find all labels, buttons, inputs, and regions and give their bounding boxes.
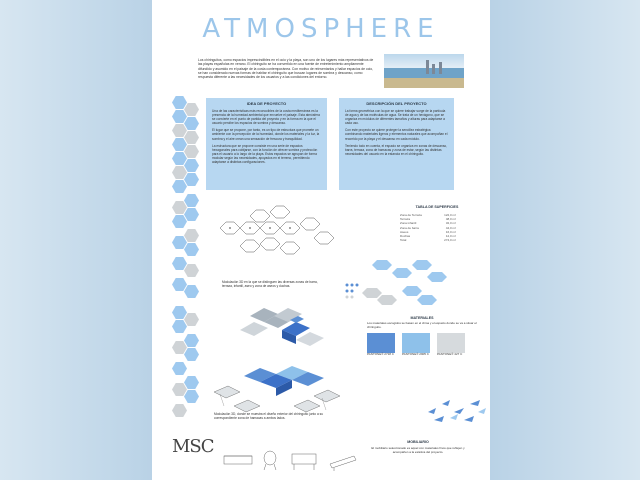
poster-title: ATMOSPHERE: [202, 14, 440, 44]
materials-description: Los materiales escogidos se basan en el clima y el espacio donde se va a situar el chiringuito.: [367, 321, 477, 329]
project-idea-paragraph: El lugar que se propone, por tanto, es un tipo de estructura que promete un ambiente con la percepción de la humedad, donde los materiales y la luz, la sombra y el aire crean una sensación de frescura y tranquilidad.: [212, 128, 320, 141]
project-description-paragraph: La forma geométrica con la que se quiere trabajar surge de la partícula de agua y de las moléculas de agua. Se trata de un hexágono, que se organiza en módulos de diferentes tamaños y alturas para adaptarse a cada uso.: [345, 109, 446, 126]
surface-table: [392, 205, 482, 242]
project-description-heading: DESCRIPCIÓN DEL PROYECTO: [366, 101, 427, 106]
project-idea-paragraph: Una de las características más reconocibles de la costa mediterránea es la presencia de la humedad ambiental que envuelve el paisaje. Esta atmósfera se convierte en el punto de partida del proyecto y en la forma en la que el usuario percibe los espacios de sombra y descanso.: [212, 109, 320, 126]
project-idea-heading: IDEA DE PROYECTO: [246, 101, 287, 106]
materials-section: [367, 316, 477, 356]
furniture-heading: MOBILIARIO: [407, 440, 429, 444]
table-row: Zona infantil 32,0 m²: [400, 221, 456, 226]
diagram-caption-1: Modulación 3D en la que se distinguen las diversas zonas de barra, terraza, infantil, aseo y zona de aseos y duchas.: [222, 280, 318, 288]
table-row: Aseos 16,0 m²: [400, 229, 456, 234]
table-row: Zona de barra 44,0 m²: [400, 225, 456, 230]
table-row: Terraza 48,0 m²: [400, 217, 456, 222]
diagram-caption-2: Modulación 3D, donde se muestra el diseño exterior del chiringuito junto a su correspondiente zona de hamacas a ambos lados.: [214, 412, 323, 420]
material-swatch: PANTONE® 2905 C: [402, 333, 430, 357]
table-row: Zona de Terraza 122,0 m²: [400, 213, 456, 217]
beach-photo: [384, 54, 464, 88]
project-description-paragraph: Con este proyecto se quiere proteger la sencillez estratégica combinando materiales ligeros y elementos naturales que acompañan el recorrido por la playa y el descanso en cada módulo.: [345, 128, 448, 141]
triangle-decoration: [424, 394, 490, 424]
material-swatch: PANTONE® 2718 C: [367, 333, 395, 357]
project-idea-panel: [206, 98, 327, 190]
background-left: [0, 0, 152, 480]
hexagon-column-decoration: [160, 94, 208, 424]
project-description-paragraph: Teniendo todo en cuenta, el espacio se organiza en zonas de descanso, barra, terraza, zona de hamacas y zona de estar, según las distintas necesidades del usuario en la estancia en el chiringuito.: [345, 143, 448, 156]
table-row: Duchas 12,0 m²: [400, 234, 456, 239]
surface-table-heading: TABLA DE SUPERFICIES: [415, 205, 459, 209]
material-swatch: PANTONE® 427 C: [437, 333, 465, 357]
furniture-illustrations: [222, 444, 362, 472]
3d-view-barra: [230, 296, 330, 358]
table-row: Total 274,0 m²: [400, 238, 456, 243]
floor-plan-diagram: [210, 198, 350, 268]
hexagon-cluster: [342, 255, 462, 315]
poster-sheet: [152, 0, 490, 480]
logo: MSC: [172, 436, 214, 457]
materials-heading: MATERIALES: [410, 316, 434, 320]
background-right: [490, 0, 640, 480]
project-idea-paragraph: La estructura que se propone consiste en una serie de espacios hexagonales para cobijarse, con la función de ofrecer sombra y protección para el usuario a lo largo de la playa. Estos espacios se agrupan de forma modular según las necesidades, apoyados en el terreno, permitiendo adaptarse a distintas configuraciones.: [212, 143, 318, 165]
project-description-panel: [339, 98, 454, 190]
intro-text: Los chiringuitos, como espacios imprescindibles en el ocio y la playa, son uno de los lugares más representativos de las playas españolas en verano. El chiringuito se ha convertido en una fuente de entretenimiento ampliamente difundido y asumido en el paisaje de la costa contemporánea. Con motivo de reinventarlos y hallar espacios de ocio, se han considerado nuevas formas de habitar el chiringuito que buscan lugares de sombra y descanso, como respuesta diferente a las necesidades de los usuarios y a las condiciones del entorno.: [198, 58, 374, 80]
furniture-description: El mobiliario seleccionado es aquel con materiales finos que reflejen y acompañen a la estética del proyecto.: [371, 446, 465, 454]
furniture-section: [370, 440, 466, 455]
